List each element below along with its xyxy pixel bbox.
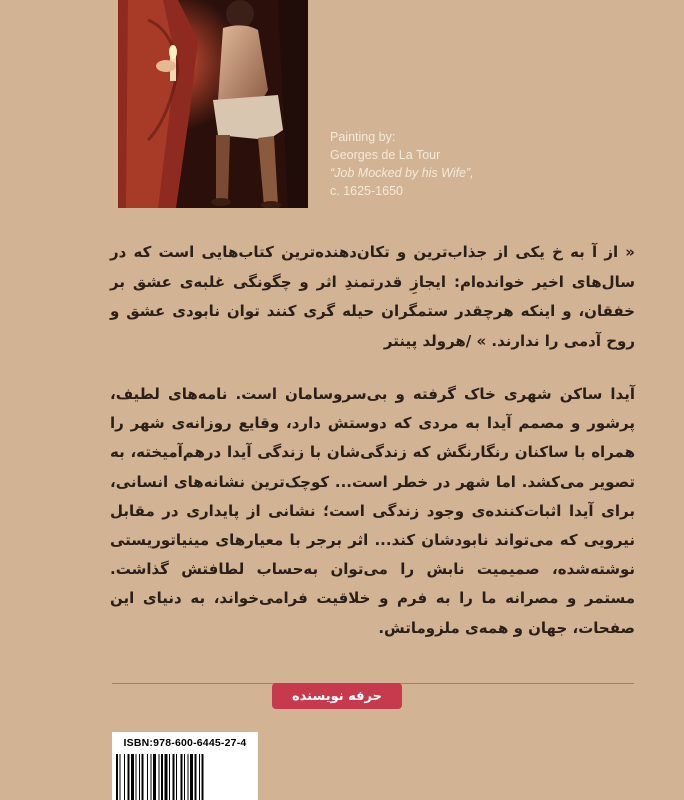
cover-painting: [118, 0, 308, 208]
blurb-text: آیدا ساکن شهری خاک گرفته و بی‌سروسامان است. نامه‌های لطیف، پرشور و مصمم آیدا به مردی که دوستش دارد، وقایع روزانه‌ی شهر را همراه با ساکنان رنگارنگش که زندگی‌شان با زندگی آیدا درهم‌آمیخته، به تصویر می‌کشد. اما شهر در خطر است... کوچک‌ترین نشانه‌های انسانی، برای آیدا اثبات‌کننده‌ی وجود زندگی است؛ نشانی از پایداری در مقابل نیرویی که می‌تواند نابودشان کند... اثر برجر با معیارهای مینیاتوریستی نوشته‌شده، صمیمیت نابش را می‌توان به‌حساب لطافتش گذاشت. مستمر و مصرانه ما را به فرم و خلاقیت فرامی‌خواند، به دنیای این صفحات، جهان و همه‌ی ملزوماتش.: [110, 385, 635, 637]
publisher-badge: حرفه نویسنده: [272, 683, 402, 709]
review-quote: « از آ به خ یکی از جذاب‌ترین و تکان‌دهنده‌ترین کتاب‌هایی است که در سال‌های اخیر خوانده‌ام: ایجازِ قدرتمندِ اثر و چگونگی غلبه‌ی عشق بر خفقان، و اینکه هرچقدر ستمگران حیله گری کنند توان نابودی عشق و روح آدمی را ندارند. » /هرولد پینتر: [110, 243, 635, 350]
barcode-box: [112, 732, 258, 800]
caption-artist: Georges de La Tour: [330, 148, 441, 162]
caption-title: “Job Mocked by his Wife”,: [330, 166, 474, 180]
painting-image: [118, 0, 308, 208]
isbn-number: ISBN:978-600-6445-27-4: [123, 737, 247, 749]
painting-caption: [330, 128, 530, 200]
caption-date: c. 1625-1650: [330, 184, 403, 198]
caption-label: Painting by:: [330, 130, 396, 144]
barcode-bars: [116, 754, 254, 800]
